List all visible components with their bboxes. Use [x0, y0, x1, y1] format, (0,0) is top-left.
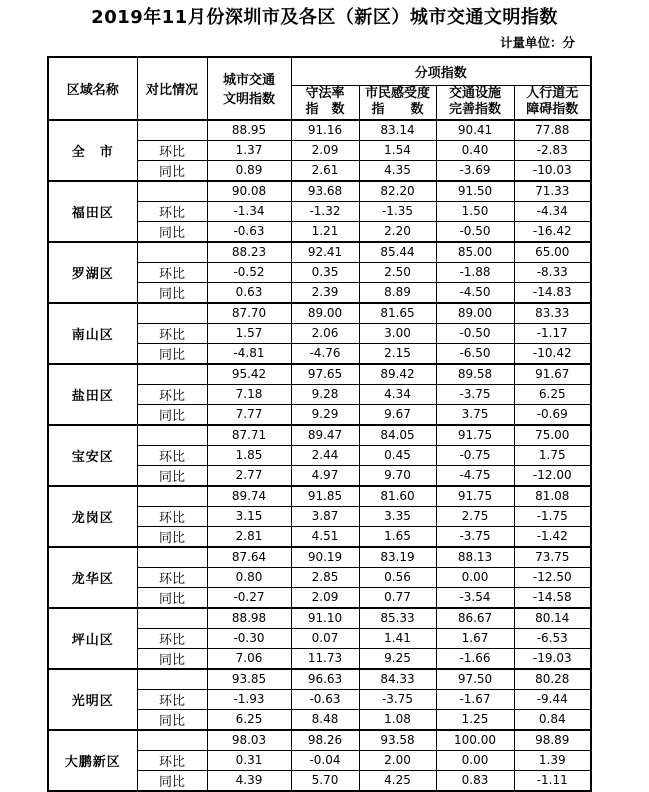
header-law-abiding-index	[291, 85, 359, 120]
header-citizen-perception-index	[359, 85, 436, 120]
header-subindex-group: 分项指数	[291, 57, 591, 86]
unit-note: 计量单位：分	[499, 34, 575, 50]
value-cell: 98.89	[514, 730, 591, 751]
value-cell: 75.00	[514, 425, 591, 446]
header-sidewalk-accessibility-line1: 人行道无	[526, 85, 579, 101]
value-cell: 89.47	[291, 425, 359, 446]
value-cell: 83.33	[514, 303, 591, 324]
value-cell: -1.32	[291, 201, 359, 221]
value-cell: 2.44	[291, 445, 359, 465]
value-cell: 7.18	[207, 384, 291, 404]
value-cell: 89.00	[291, 303, 359, 324]
value-cell: 0.07	[291, 628, 359, 648]
value-cell: 2.15	[359, 343, 436, 364]
value-cell: 87.71	[207, 425, 291, 446]
value-cell: 9.70	[359, 465, 436, 486]
traffic-civility-index-table	[47, 56, 592, 792]
value-cell: 81.65	[359, 303, 436, 324]
value-cell: 77.88	[514, 120, 591, 141]
value-cell: 1.67	[436, 628, 514, 648]
comparison-label-cell: 环比	[137, 445, 207, 465]
value-cell: 0.40	[436, 140, 514, 160]
region-name-cell: 全 市	[48, 120, 137, 181]
value-cell: 1.65	[359, 526, 436, 547]
value-cell: 4.39	[207, 770, 291, 791]
header-city-index-line1: 城市交通	[222, 73, 275, 89]
value-cell: 84.05	[359, 425, 436, 446]
value-cell: 11.73	[291, 648, 359, 669]
value-cell: 0.89	[207, 160, 291, 181]
comparison-empty-cell	[137, 486, 207, 507]
comparison-label-cell: 环比	[137, 140, 207, 160]
comparison-label-cell: 同比	[137, 221, 207, 242]
comparison-label-cell: 同比	[137, 709, 207, 730]
region-name-cell: 盐田区	[48, 364, 137, 425]
value-cell: 85.33	[359, 608, 436, 629]
value-cell: 87.64	[207, 547, 291, 568]
comparison-label-cell: 同比	[137, 465, 207, 486]
comparison-empty-cell	[137, 425, 207, 446]
comparison-label-cell: 同比	[137, 587, 207, 608]
value-cell: 2.39	[291, 282, 359, 303]
header-region: 区域名称	[48, 57, 137, 120]
value-cell: -3.54	[436, 587, 514, 608]
table-row-index-value-row	[48, 730, 591, 751]
value-cell: 80.28	[514, 669, 591, 690]
value-cell: 88.13	[436, 547, 514, 568]
table-row-index-value-row	[48, 486, 591, 507]
value-cell: -3.75	[359, 689, 436, 709]
value-cell: 5.70	[291, 770, 359, 791]
value-cell: 0.00	[436, 750, 514, 770]
value-cell: 91.10	[291, 608, 359, 629]
value-cell: 1.21	[291, 221, 359, 242]
header-comparison: 对比情况	[137, 57, 207, 120]
value-cell: -9.44	[514, 689, 591, 709]
table-header	[48, 57, 591, 120]
value-cell: 4.35	[359, 160, 436, 181]
value-cell: 0.45	[359, 445, 436, 465]
value-cell: -12.50	[514, 567, 591, 587]
value-cell: -0.63	[207, 221, 291, 242]
value-cell: 9.28	[291, 384, 359, 404]
comparison-empty-cell	[137, 303, 207, 324]
value-cell: 83.14	[359, 120, 436, 141]
value-cell: 1.57	[207, 323, 291, 343]
header-sidewalk-accessibility-line2: 障碍指数	[526, 102, 579, 118]
value-cell: 3.75	[436, 404, 514, 425]
value-cell: -19.03	[514, 648, 591, 669]
region-name-cell: 龙华区	[48, 547, 137, 608]
value-cell: -1.34	[207, 201, 291, 221]
header-citizen-perception-line2: 指 数	[371, 102, 424, 118]
value-cell: 1.41	[359, 628, 436, 648]
value-cell: 91.16	[291, 120, 359, 141]
value-cell: 4.97	[291, 465, 359, 486]
value-cell: 2.61	[291, 160, 359, 181]
value-cell: 88.98	[207, 608, 291, 629]
comparison-label-cell: 同比	[137, 648, 207, 669]
value-cell: 81.08	[514, 486, 591, 507]
value-cell: 85.44	[359, 242, 436, 263]
value-cell: -1.67	[436, 689, 514, 709]
value-cell: 1.39	[514, 750, 591, 770]
value-cell: -3.75	[436, 384, 514, 404]
value-cell: 1.08	[359, 709, 436, 730]
value-cell: -0.50	[436, 221, 514, 242]
comparison-empty-cell	[137, 547, 207, 568]
value-cell: 1.75	[514, 445, 591, 465]
comparison-label-cell: 同比	[137, 770, 207, 791]
page-title: 2019年11月份深圳市及各区（新区）城市交通文明指数	[91, 7, 558, 28]
value-cell: 83.19	[359, 547, 436, 568]
comparison-label-cell: 同比	[137, 343, 207, 364]
value-cell: 87.70	[207, 303, 291, 324]
value-cell: -1.35	[359, 201, 436, 221]
value-cell: 9.29	[291, 404, 359, 425]
value-cell: -6.53	[514, 628, 591, 648]
value-cell: 4.25	[359, 770, 436, 791]
value-cell: 1.37	[207, 140, 291, 160]
value-cell: 84.33	[359, 669, 436, 690]
header-facility-completeness-line2: 完善指数	[448, 102, 501, 118]
value-cell: 97.65	[291, 364, 359, 385]
value-cell: 91.50	[436, 181, 514, 202]
value-cell: 1.85	[207, 445, 291, 465]
value-cell: -1.42	[514, 526, 591, 547]
value-cell: 93.85	[207, 669, 291, 690]
value-cell: -0.63	[291, 689, 359, 709]
value-cell: 4.51	[291, 526, 359, 547]
comparison-empty-cell	[137, 669, 207, 690]
comparison-empty-cell	[137, 242, 207, 263]
region-name-cell: 福田区	[48, 181, 137, 242]
table-row-index-value-row	[48, 547, 591, 568]
value-cell: 3.35	[359, 506, 436, 526]
value-cell: -0.69	[514, 404, 591, 425]
table-row-index-value-row	[48, 669, 591, 690]
value-cell: 9.67	[359, 404, 436, 425]
value-cell: -4.34	[514, 201, 591, 221]
region-name-cell: 坪山区	[48, 608, 137, 669]
value-cell: 0.80	[207, 567, 291, 587]
value-cell: -0.50	[436, 323, 514, 343]
comparison-label-cell: 同比	[137, 526, 207, 547]
comparison-label-cell: 环比	[137, 384, 207, 404]
value-cell: 2.50	[359, 262, 436, 282]
value-cell: 0.77	[359, 587, 436, 608]
value-cell: 2.81	[207, 526, 291, 547]
value-cell: -4.50	[436, 282, 514, 303]
value-cell: -1.88	[436, 262, 514, 282]
value-cell: 2.09	[291, 140, 359, 160]
value-cell: 91.75	[436, 425, 514, 446]
value-cell: 9.25	[359, 648, 436, 669]
value-cell: 95.42	[207, 364, 291, 385]
comparison-label-cell: 环比	[137, 628, 207, 648]
value-cell: 2.06	[291, 323, 359, 343]
header-city-index	[207, 57, 291, 120]
value-cell: 91.67	[514, 364, 591, 385]
value-cell: 73.75	[514, 547, 591, 568]
value-cell: 7.06	[207, 648, 291, 669]
value-cell: -2.83	[514, 140, 591, 160]
table-row-index-value-row	[48, 364, 591, 385]
comparison-empty-cell	[137, 608, 207, 629]
value-cell: -0.52	[207, 262, 291, 282]
value-cell: -4.81	[207, 343, 291, 364]
header-row-1	[48, 57, 591, 86]
comparison-label-cell: 环比	[137, 262, 207, 282]
header-city-index-line2: 文明指数	[222, 92, 275, 108]
value-cell: 65.00	[514, 242, 591, 263]
value-cell: 86.67	[436, 608, 514, 629]
value-cell: 100.00	[436, 730, 514, 751]
comparison-empty-cell	[137, 120, 207, 141]
value-cell: 7.77	[207, 404, 291, 425]
value-cell: 89.00	[436, 303, 514, 324]
header-law-abiding-line2: 指 数	[305, 102, 345, 118]
value-cell: -4.75	[436, 465, 514, 486]
value-cell: 91.85	[291, 486, 359, 507]
value-cell: 2.75	[436, 506, 514, 526]
value-cell: -0.75	[436, 445, 514, 465]
value-cell: -10.42	[514, 343, 591, 364]
value-cell: -1.17	[514, 323, 591, 343]
value-cell: 81.60	[359, 486, 436, 507]
value-cell: 82.20	[359, 181, 436, 202]
value-cell: 91.75	[436, 486, 514, 507]
value-cell: 1.54	[359, 140, 436, 160]
value-cell: 2.09	[291, 587, 359, 608]
value-cell: 6.25	[207, 709, 291, 730]
region-name-cell: 宝安区	[48, 425, 137, 486]
value-cell: 0.00	[436, 567, 514, 587]
value-cell: -10.03	[514, 160, 591, 181]
value-cell: 92.41	[291, 242, 359, 263]
value-cell: -3.69	[436, 160, 514, 181]
value-cell: -12.00	[514, 465, 591, 486]
comparison-label-cell: 同比	[137, 404, 207, 425]
value-cell: 88.95	[207, 120, 291, 141]
value-cell: -16.42	[514, 221, 591, 242]
value-cell: 0.35	[291, 262, 359, 282]
value-cell: 85.00	[436, 242, 514, 263]
value-cell: -4.76	[291, 343, 359, 364]
value-cell: -14.83	[514, 282, 591, 303]
header-facility-completeness-line1: 交通设施	[448, 85, 501, 101]
comparison-label-cell: 环比	[137, 750, 207, 770]
region-name-cell: 罗湖区	[48, 242, 137, 303]
value-cell: 93.58	[359, 730, 436, 751]
value-cell: 89.58	[436, 364, 514, 385]
value-cell: 3.87	[291, 506, 359, 526]
comparison-label-cell: 环比	[137, 323, 207, 343]
region-name-cell: 龙岗区	[48, 486, 137, 547]
value-cell: 90.41	[436, 120, 514, 141]
value-cell: 2.20	[359, 221, 436, 242]
value-cell: 1.25	[436, 709, 514, 730]
value-cell: 98.26	[291, 730, 359, 751]
value-cell: -1.11	[514, 770, 591, 791]
value-cell: 8.48	[291, 709, 359, 730]
value-cell: 98.03	[207, 730, 291, 751]
value-cell: -8.33	[514, 262, 591, 282]
value-cell: 71.33	[514, 181, 591, 202]
comparison-empty-cell	[137, 181, 207, 202]
comparison-label-cell: 环比	[137, 506, 207, 526]
value-cell: -1.75	[514, 506, 591, 526]
header-citizen-perception-line1: 市民感受度	[364, 85, 430, 101]
value-cell: -6.50	[436, 343, 514, 364]
table-row-index-value-row	[48, 608, 591, 629]
value-cell: 88.23	[207, 242, 291, 263]
value-cell: 89.42	[359, 364, 436, 385]
region-name-cell: 光明区	[48, 669, 137, 730]
value-cell: 0.31	[207, 750, 291, 770]
table-row-index-value-row	[48, 242, 591, 263]
value-cell: -1.93	[207, 689, 291, 709]
comparison-label-cell: 环比	[137, 201, 207, 221]
table-row-index-value-row	[48, 425, 591, 446]
value-cell: 3.00	[359, 323, 436, 343]
table-row-index-value-row	[48, 303, 591, 324]
value-cell: -0.30	[207, 628, 291, 648]
value-cell: 4.34	[359, 384, 436, 404]
header-facility-completeness-index	[436, 85, 514, 120]
value-cell: -0.04	[291, 750, 359, 770]
value-cell: 3.15	[207, 506, 291, 526]
value-cell: 0.63	[207, 282, 291, 303]
table-row-index-value-row	[48, 120, 591, 141]
value-cell: -0.27	[207, 587, 291, 608]
value-cell: 8.89	[359, 282, 436, 303]
header-sidewalk-accessibility-index	[514, 85, 591, 120]
comparison-empty-cell	[137, 364, 207, 385]
value-cell: -1.66	[436, 648, 514, 669]
value-cell: 0.56	[359, 567, 436, 587]
comparison-label-cell: 同比	[137, 282, 207, 303]
value-cell: 2.00	[359, 750, 436, 770]
comparison-label-cell: 环比	[137, 689, 207, 709]
value-cell: 90.19	[291, 547, 359, 568]
region-name-cell: 南山区	[48, 303, 137, 364]
value-cell: 2.85	[291, 567, 359, 587]
value-cell: -3.75	[436, 526, 514, 547]
table-body	[48, 120, 591, 791]
value-cell: 2.77	[207, 465, 291, 486]
header-law-abiding-line1: 守法率	[305, 85, 345, 101]
table-row-index-value-row	[48, 181, 591, 202]
value-cell: 96.63	[291, 669, 359, 690]
value-cell: 97.50	[436, 669, 514, 690]
value-cell: 89.74	[207, 486, 291, 507]
value-cell: 93.68	[291, 181, 359, 202]
comparison-empty-cell	[137, 730, 207, 751]
value-cell: 90.08	[207, 181, 291, 202]
value-cell: -14.58	[514, 587, 591, 608]
comparison-label-cell: 同比	[137, 160, 207, 181]
region-name-cell: 大鹏新区	[48, 730, 137, 791]
comparison-label-cell: 环比	[137, 567, 207, 587]
value-cell: 80.14	[514, 608, 591, 629]
value-cell: 0.83	[436, 770, 514, 791]
value-cell: 6.25	[514, 384, 591, 404]
value-cell: 1.50	[436, 201, 514, 221]
value-cell: 0.84	[514, 709, 591, 730]
